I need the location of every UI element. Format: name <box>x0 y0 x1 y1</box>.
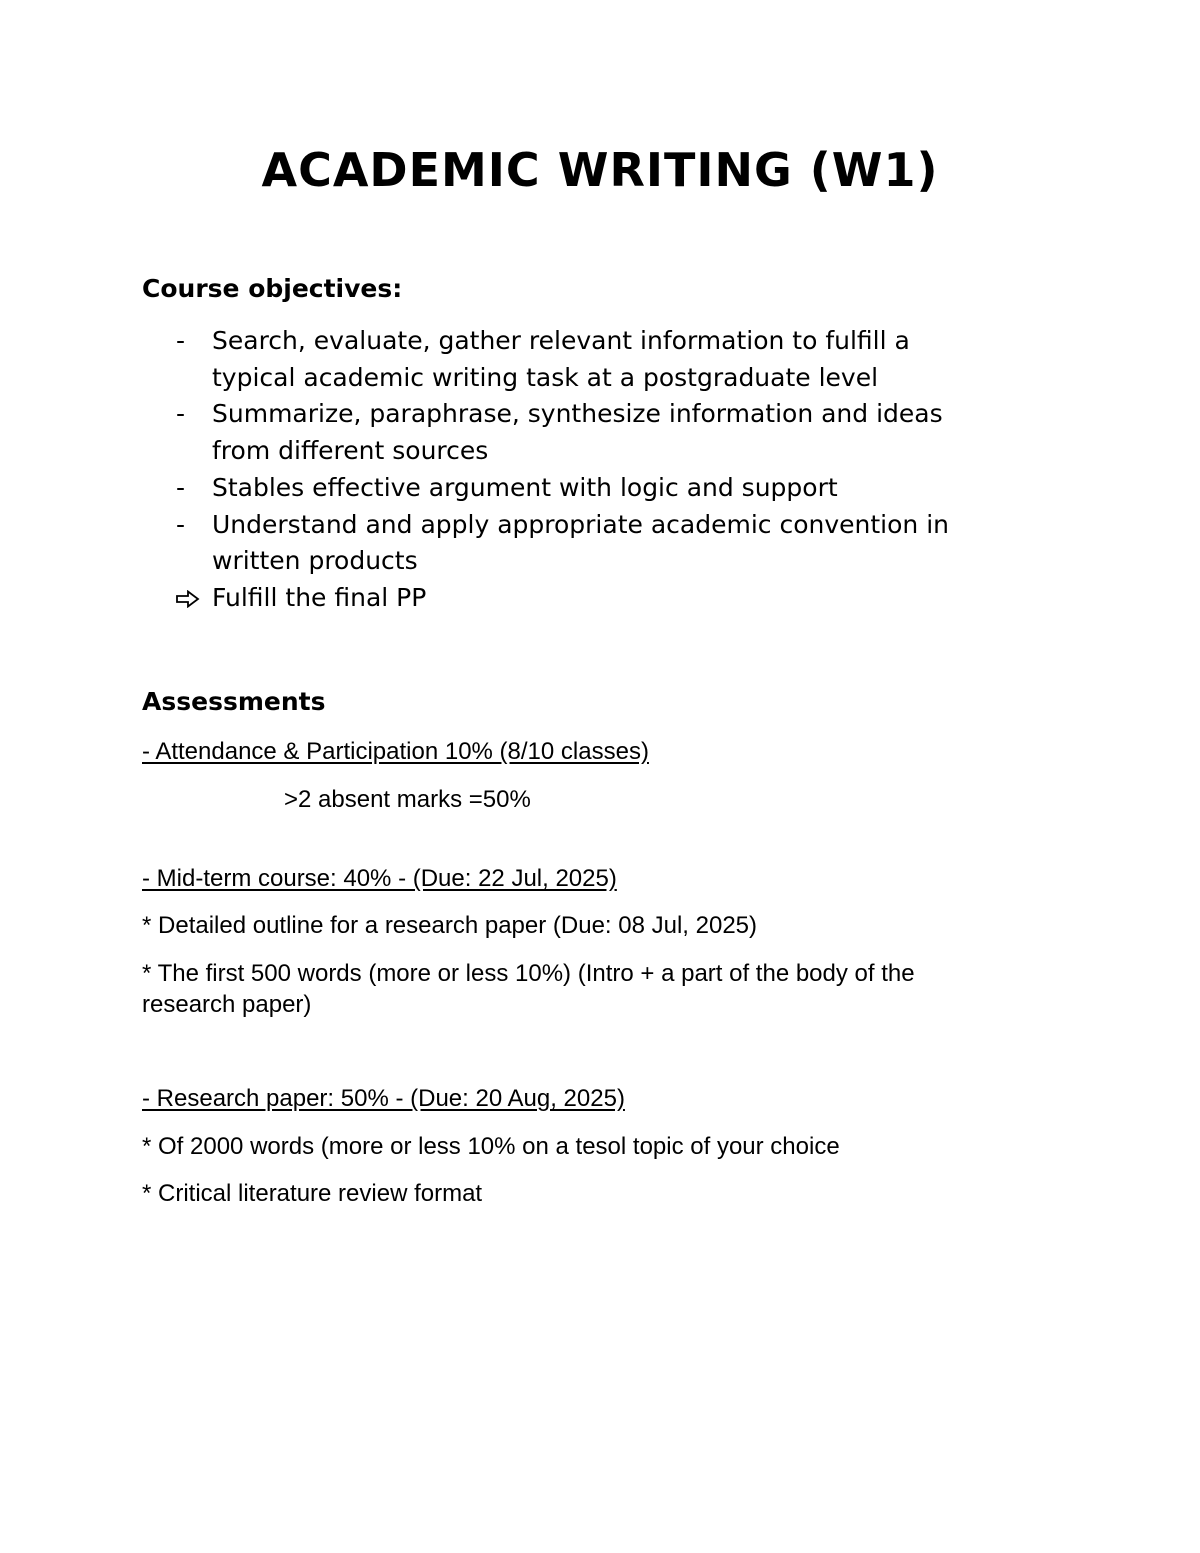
attendance-heading: - Attendance & Participation 10% (8/10 classes) <box>142 738 649 765</box>
midterm-heading: - Mid-term course: 40% - (Due: 22 Jul, 2025) <box>142 865 617 892</box>
objectives-heading: Course objectives: <box>142 274 403 303</box>
midterm-item-words-line1: * The first 500 words (more or less 10%) (Intro + a part of the body of the <box>142 960 915 987</box>
list-marker: - <box>176 326 186 355</box>
objective-item <box>142 507 1072 580</box>
research-paper-heading: - Research paper: 50% - (Due: 20 Aug, 2025) <box>142 1085 625 1112</box>
objective-text-line1: Summarize, paraphrase, synthesize information and ideas <box>212 399 943 429</box>
objective-conclusion-text: Fulfill the final PP <box>212 582 427 612</box>
list-marker: - <box>176 472 186 502</box>
objective-item <box>142 396 1072 469</box>
objective-text-line2: from different sources <box>212 436 489 466</box>
list-marker: - <box>176 399 186 429</box>
midterm-item-outline: * Detailed outline for a research paper (Due: 08 Jul, 2025) <box>142 912 758 939</box>
objective-text-line2: typical academic writing task at a postgraduate level <box>212 362 879 392</box>
objectives-list <box>142 323 1072 617</box>
research-item-words: * Of 2000 words (more or less 10% on a tesol topic of your choice <box>142 1133 840 1160</box>
objective-conclusion <box>142 580 1072 617</box>
arrow-right-outline-icon <box>176 590 200 608</box>
assessments-heading: Assessments <box>142 687 326 716</box>
objective-text-line2: written products <box>212 546 418 576</box>
list-marker: - <box>176 509 186 539</box>
objective-item <box>142 323 1072 396</box>
objective-item <box>142 470 1072 507</box>
attendance-note: >2 absent marks =50% <box>284 786 531 813</box>
midterm-item-words-line2: research paper) <box>142 991 312 1018</box>
research-item-format: * Critical literature review format <box>142 1180 483 1207</box>
objective-text-line1: Search, evaluate, gather relevant information to fulfill a <box>212 326 910 355</box>
objective-text-line1: Stables effective argument with logic and support <box>212 472 838 502</box>
objective-text-line1: Understand and apply appropriate academic convention in <box>212 509 949 539</box>
document-title: ACADEMIC WRITING (W1) <box>261 143 939 197</box>
